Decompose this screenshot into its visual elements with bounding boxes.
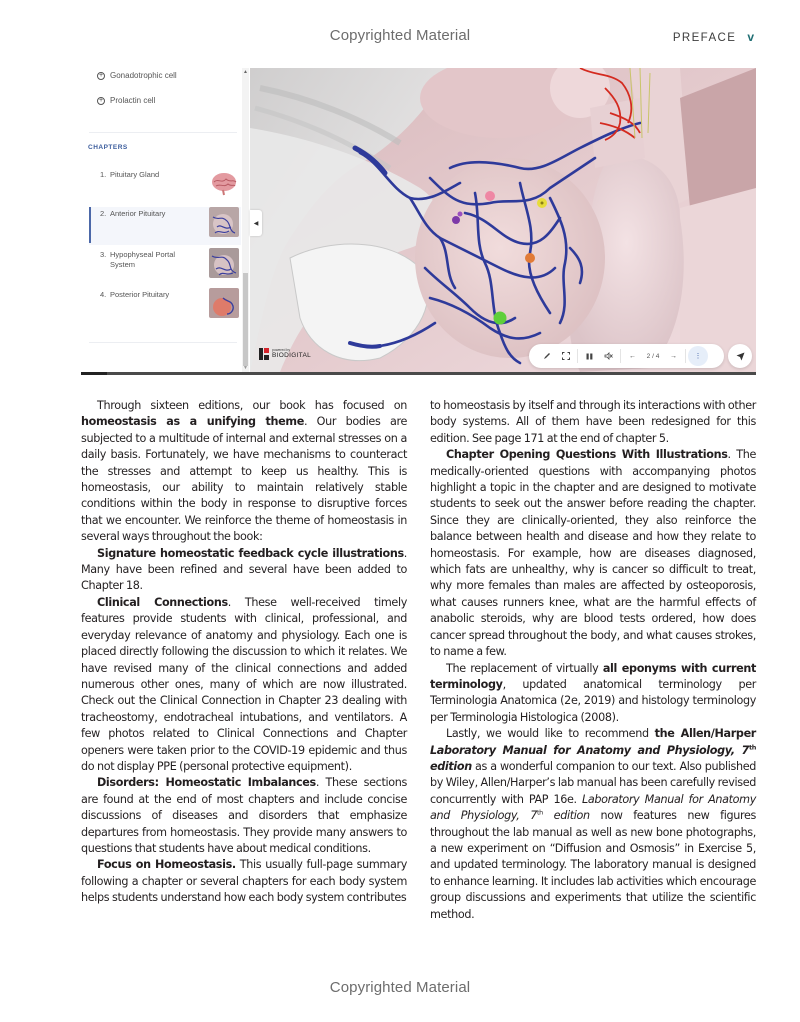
- biodigital-logo[interactable]: [259, 348, 311, 360]
- paragraph-eponyms: The replacement of virtually all eponyms with current terminology, updated anatomical terminology per Terminologia Anatomica (2e, 2019) and histology terminology per Terminologia Histologica (2008).: [430, 661, 756, 724]
- page-indicator: 2 / 4: [646, 352, 660, 360]
- cell-item-label: Gonadotrophic cell: [110, 71, 177, 80]
- chapter-item-pituitary-gland[interactable]: [89, 168, 241, 206]
- scrollbar-thumb[interactable]: [243, 273, 248, 366]
- caret-left-icon: ◀: [253, 219, 259, 227]
- 3d-anatomy-scene[interactable]: [250, 68, 756, 372]
- chapter-number: 3.: [100, 250, 107, 259]
- paragraph-lab-manual: Lastly, we would like to recommend the Allen/Harper Laboratory Manual for Anatomy and Physiology, 7th edition as a wonderful companion to our text. Also published by Wiley, Allen/Harper’s lab manual has been carefully revised concurrently with PAP 16e. Laboratory Manual for Anatomy and Physiology, 7th edition now features new figures throughout the lab manual as well as new bone photographs, a new experiment on “Diffusion and Osmosis” in Exercise 5, and updated terminology. The laboratory manual is designed to enhance learning. It includes lab activities which encourage group discussions and experiments that utilize the scientific method.: [430, 727, 756, 921]
- body-text: [81, 398, 756, 923]
- viewer-sidebar: [81, 68, 249, 372]
- paragraph-focus-continued: to homeostasis by itself and through its interactions with other body systems. All of them have been redesigned for this edition. See page 171 at the end of chapter 5.: [430, 399, 756, 445]
- plus-circle-icon: +: [98, 96, 104, 104]
- mute-icon[interactable]: [599, 346, 618, 366]
- chapter-title: Posterior Pituitary: [110, 290, 170, 299]
- divider: [577, 349, 578, 363]
- running-head: [673, 30, 754, 44]
- pause-icon[interactable]: [580, 346, 599, 366]
- chapter-item-hypophyseal-portal-system[interactable]: [89, 248, 241, 286]
- page-number: v: [747, 30, 754, 44]
- powered-by-label: powered by: [272, 348, 291, 352]
- posterior-pituitary-thumbnail: [209, 288, 239, 318]
- biodigital-mark-icon: [259, 348, 269, 360]
- chapter-title: Anterior Pituitary: [110, 209, 166, 218]
- brain-thumbnail: [209, 168, 239, 198]
- sidebar-scrollbar[interactable]: [242, 68, 249, 372]
- biodigital-viewer-figure: [81, 68, 756, 375]
- chapter-title: Pituitary Gland: [110, 170, 160, 179]
- pituitary-model-illustration: [250, 68, 756, 372]
- scroll-down-icon[interactable]: ▼: [243, 365, 248, 371]
- copyright-watermark-top: Copyrighted Material: [329, 27, 471, 44]
- navigation-arrow-icon: [736, 352, 745, 361]
- cell-item-prolactin[interactable]: [97, 96, 155, 105]
- divider: [620, 349, 621, 363]
- paragraph-chapter-opening-questions: Chapter Opening Questions With Illustrations. The medically-oriented questions with accompanying photos highlight a topic in the chapter and are designed to motivate students to seek out the answer before reading the chapter. Since they are clinically-oriented, they also reinforce the balance between health and disease and how they relate to homeostasis. For example, how are diseases diagnosed, which fats are unhealthy, why is cancer so difficult to treat, why more females than males are affected by osteoporosis, what causes runners knee, what are the harmful effects of anabolic steroids, why are blood tests ordered, how does cancer spread throughout the body, and what causes strokes, to name a few.: [430, 448, 757, 659]
- paragraph-focus-on-homeostasis: Focus on Homeostasis. This usually full-page summary following a chapter or several chapters for each body system helps students understand how each body system contributes: [81, 858, 407, 905]
- previous-arrow-icon[interactable]: ←: [629, 352, 636, 360]
- viewer-toolbar: [529, 344, 724, 368]
- divider: [89, 132, 237, 133]
- paragraph-feedback-illustrations: Signature homeostatic feedback cycle illustrations. Many have been refined and several have been added to Chapter 18.: [81, 546, 407, 593]
- scroll-up-icon[interactable]: ▲: [243, 69, 248, 75]
- portal-system-thumbnail: [209, 248, 239, 278]
- divider: [89, 342, 237, 343]
- chapter-number: 2.: [100, 209, 107, 218]
- fullscreen-icon[interactable]: [556, 346, 575, 366]
- plus-circle-icon: +: [98, 71, 104, 79]
- copyright-watermark-bottom: Copyrighted Material: [329, 979, 471, 996]
- left-column: [81, 398, 407, 923]
- right-column: [430, 398, 756, 923]
- next-arrow-icon[interactable]: →: [670, 352, 677, 360]
- chapter-title: Hypophyseal Portal System: [110, 250, 176, 269]
- chapter-number: 1.: [100, 170, 107, 179]
- viewer-progress-bar: [81, 372, 756, 375]
- more-options-icon[interactable]: ⋮: [688, 346, 708, 366]
- paragraph-disorders: Disorders: Homeostatic Imbalances. These sections are found at the end of most chapters and include concise discussions of diseases and disorders that emphasize departures from homeostasis. They provide many answers to questions that students have about medical conditions.: [81, 776, 407, 855]
- paragraph-clinical-connections: Clinical Connections. These well-received timely features provide students with clinical, professional, and everyday relevance of anatomy and physiology. Each one is placed directly following the discussion to which it relates. We have revised many of the clinical connections and added numerous other ones, many of which are now illustrated. Check out the Clinical Connection in Chapter 23 dealing with tracheostomy, endotracheal intubations, and ventilators. A few photos related to Clinical Connections and Chapter openers were taken prior to the COVID-19 epidemic and thus do not display PPE (personal protective equipment).: [81, 595, 407, 773]
- collapse-sidebar-button[interactable]: [250, 210, 262, 236]
- navigate-button[interactable]: [728, 344, 752, 368]
- anterior-pituitary-thumbnail: [209, 207, 239, 237]
- cell-item-label: Prolactin cell: [110, 96, 156, 105]
- chapter-item-posterior-pituitary[interactable]: [89, 288, 241, 326]
- chapter-number: 4.: [100, 290, 107, 299]
- cell-item-gonadotrophic[interactable]: [97, 71, 177, 80]
- pencil-icon[interactable]: [537, 346, 556, 366]
- chapter-item-anterior-pituitary[interactable]: [89, 207, 241, 245]
- divider: [685, 349, 686, 363]
- section-title: PREFACE: [672, 32, 737, 44]
- chapters-heading: CHAPTERS: [88, 144, 128, 151]
- brand-name: BIODIGITAL: [272, 351, 311, 359]
- paragraph-homeostasis-theme: Through sixteen editions, our book has focused on homeostasis as a unifying theme. Our bodies are subjected to a multitude of internal and external stresses on a daily basis. Fortunately, we have mechanisms to counteract the stresses and attempt to keep us healthy. This is homeostasis, our ability to maintain relatively stable conditions within the body in response to disruptive forces that we encounter. We reinforce the theme of homeostasis in several ways throughout the book:: [81, 399, 407, 544]
